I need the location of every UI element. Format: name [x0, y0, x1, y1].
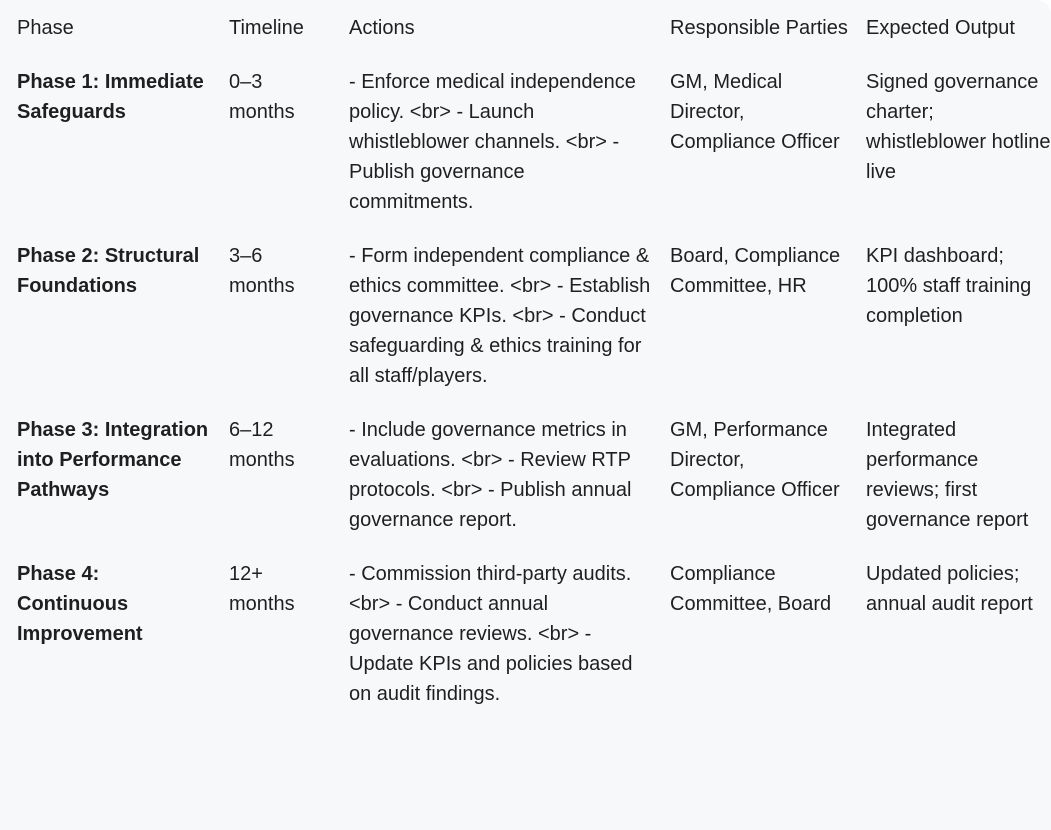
actions-cell: - Form independent compliance & ethics committee. <br> - Establish governance KPIs. <br> - Conduct safeguarding & ethics training for all staff/players.	[349, 245, 651, 387]
responsible-cell: GM, Medical Director, Compliance Officer	[670, 71, 840, 153]
header-expected-output: Expected Output	[866, 17, 1015, 39]
actions-cell: - Commission third-party audits. <br> - Conduct annual governance reviews. <br> - Update KPIs and policies based on audit findings.	[349, 563, 633, 705]
phase-cell: Phase 3: Integration into Performance Pathways	[17, 419, 209, 501]
phase-cell: Phase 2: Structural Foundations	[17, 245, 200, 297]
table-row	[0, 241, 1051, 415]
responsible-cell: Board, Compliance Committee, HR	[670, 245, 841, 297]
table-row	[0, 559, 1051, 733]
timeline-cell: 3–6 months	[229, 245, 295, 297]
timeline-cell: 6–12 months	[229, 419, 295, 471]
responsible-cell: Compliance Committee, Board	[670, 563, 832, 615]
output-cell: Integrated performance reviews; first governance report	[866, 419, 1029, 531]
output-cell: Updated policies; annual audit report	[866, 563, 1033, 615]
actions-cell: - Enforce medical independence policy. <br> - Launch whistleblower channels. <br> - Publish governance commitments.	[349, 71, 636, 213]
actions-cell: - Include governance metrics in evaluations. <br> - Review RTP protocols. <br> - Publish annual governance report.	[349, 419, 632, 531]
header-phase: Phase	[17, 17, 74, 39]
timeline-cell: 0–3 months	[229, 71, 295, 123]
output-cell: Signed governance charter; whistleblower hotline live	[866, 71, 1051, 183]
table-row	[0, 415, 1051, 559]
table-row	[0, 67, 1051, 241]
phase-cell: Phase 1: Immediate Safeguards	[17, 71, 204, 123]
header-timeline: Timeline	[229, 17, 304, 39]
output-cell: KPI dashboard; 100% staff training completion	[866, 245, 1032, 327]
responsible-cell: GM, Performance Director, Compliance Officer	[670, 419, 840, 501]
phase-cell: Phase 4: Continuous Improvement	[17, 563, 143, 645]
timeline-cell: 12+ months	[229, 563, 295, 615]
header-actions: Actions	[349, 17, 415, 39]
table-header-row	[0, 0, 1051, 67]
header-responsible-parties: Responsible Parties	[670, 17, 848, 39]
